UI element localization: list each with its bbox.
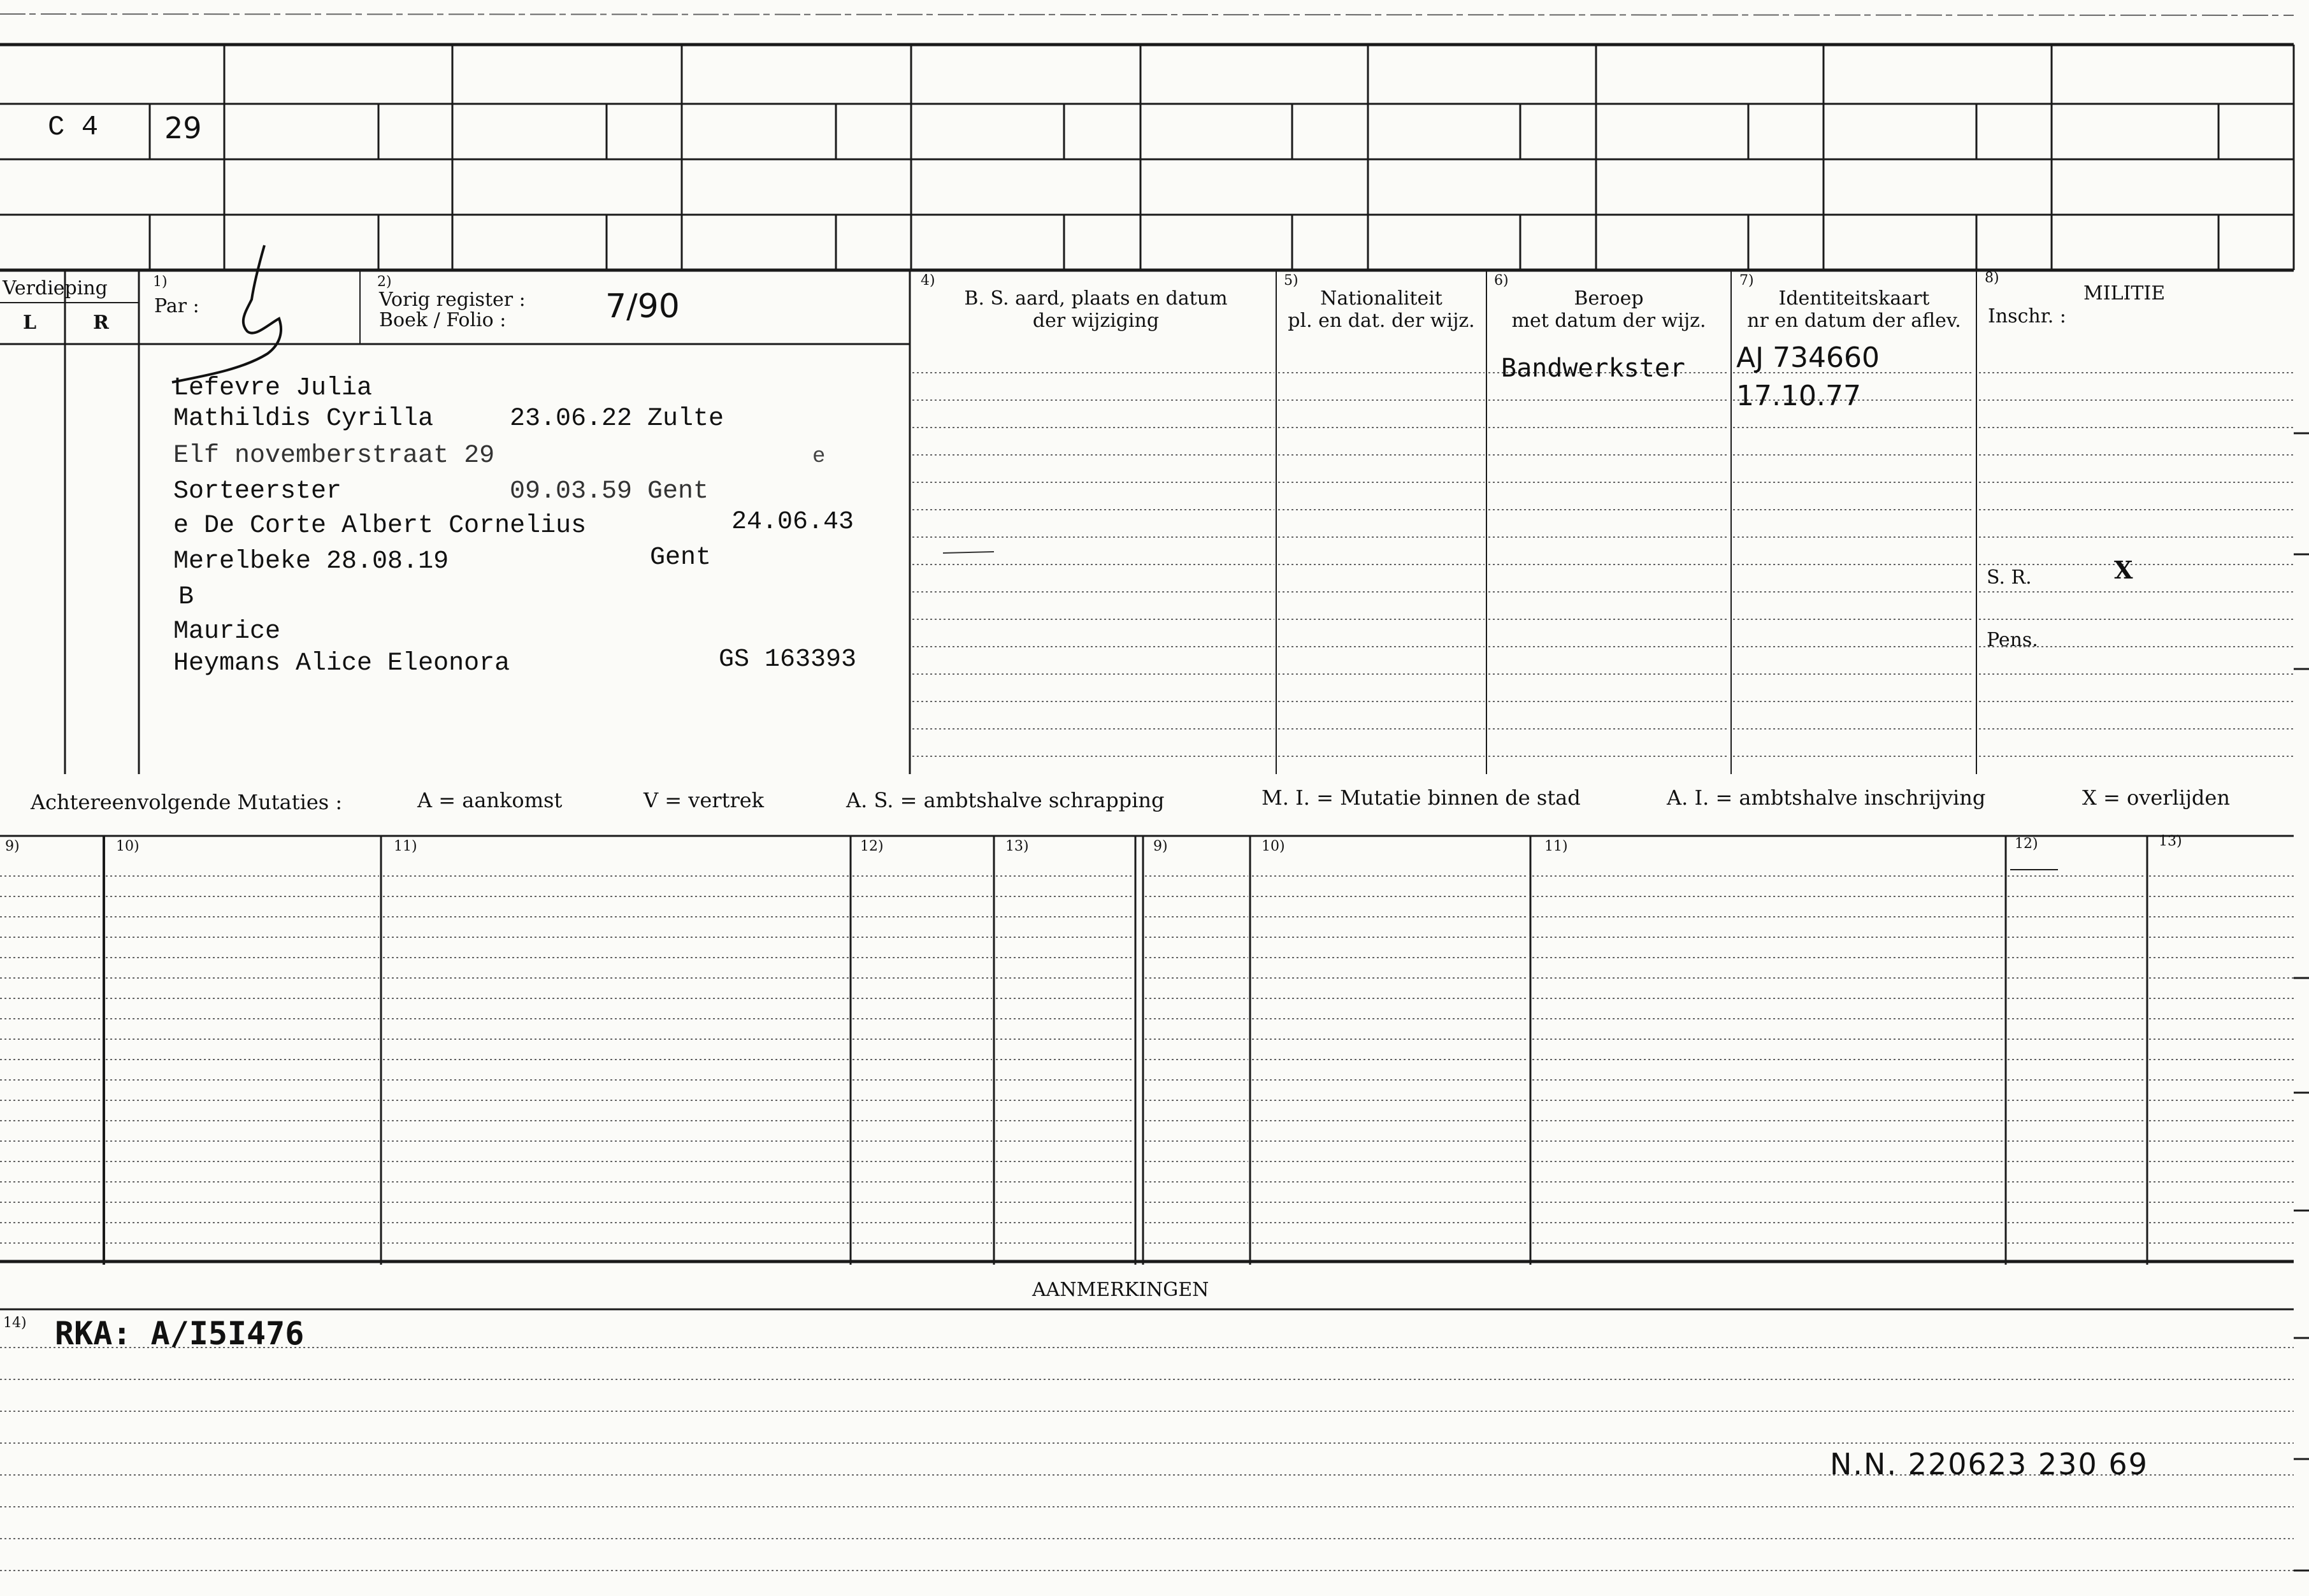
person-job-date: 09.03.59 Gent xyxy=(510,477,709,506)
militie-sr-value: X xyxy=(2114,556,2133,584)
legend-inschrijving: A. I. = ambtshalve inschrijving xyxy=(1667,786,1986,810)
id-number: 7) xyxy=(1739,273,1754,289)
legend-aankomst: A = aankomst xyxy=(417,788,563,812)
mut-col-13b: 13) xyxy=(2159,833,2182,849)
person-line-name: Lefevre Julia xyxy=(173,374,373,403)
vorig-number: 2) xyxy=(377,274,392,290)
militie-inschr: Inschr. : xyxy=(1988,305,2066,327)
mut-col-11: 11) xyxy=(394,838,417,854)
grid-number: 29 xyxy=(164,111,202,145)
aanmerkingen-title: AANMERKINGEN xyxy=(1032,1279,1209,1301)
militie-pens: Pens. xyxy=(1987,629,2038,651)
par-label: Par : xyxy=(154,295,199,317)
beroep-line1: Beroep xyxy=(1574,287,1644,310)
person-gs: GS 163393 xyxy=(719,645,857,674)
person-line-father: Maurice xyxy=(173,617,281,646)
person-marriage-date: 24.06.43 xyxy=(731,508,854,536)
legend-vertrek: V = vertrek xyxy=(644,788,765,812)
bs-number: 4) xyxy=(921,273,935,289)
militie-sr: S. R. xyxy=(1987,566,2032,589)
nat-number: 5) xyxy=(1284,273,1298,289)
bs-header xyxy=(917,288,1274,332)
id-card-date: 17.10.77 xyxy=(1736,380,1861,412)
vorig-line1: Vorig register : xyxy=(379,289,526,311)
nat-line1: Nationaliteit xyxy=(1320,287,1442,310)
id-line1: Identiteitskaart xyxy=(1778,287,1930,310)
verdieping-label: Verdieping xyxy=(3,277,108,299)
legend-schrapping: A. S. = ambtshalve schrapping xyxy=(846,788,1165,812)
beroep-number: 6) xyxy=(1494,273,1509,289)
par-number: 1) xyxy=(153,274,168,290)
nat-header xyxy=(1277,288,1485,332)
bs-line1: B. S. aard, plaats en datum xyxy=(964,287,1228,310)
aanmerkingen-number: 14) xyxy=(3,1315,27,1331)
person-line-mother: Heymans Alice Eleonora xyxy=(173,649,510,678)
nat-line2: pl. en dat. der wijz. xyxy=(1288,309,1475,332)
bs-line2: der wijziging xyxy=(1032,309,1160,332)
person-line-spouse-birth: Merelbeke 28.08.19 xyxy=(173,547,449,576)
mut-col-11b: 11) xyxy=(1544,838,1568,854)
mut-col-13: 13) xyxy=(1005,838,1029,854)
person-line-spouse: e De Corte Albert Cornelius xyxy=(173,512,587,540)
person-spouse-place: Gent xyxy=(650,543,712,572)
militie-title: MILITIE xyxy=(2083,282,2166,305)
vorig-line2: Boek / Folio : xyxy=(379,309,507,331)
person-line-b: B xyxy=(178,583,194,612)
beroep-line2: met datum der wijz. xyxy=(1511,309,1706,332)
mut-col-9: 9) xyxy=(5,838,20,854)
person-birth: 23.06.22 Zulte xyxy=(510,405,724,433)
person-line-address: Elf novemberstraat 29 xyxy=(173,442,495,470)
aanmerkingen-nn: N.N. 220623 230 69 xyxy=(1830,1447,2148,1481)
legend-overlijden: X = overlijden xyxy=(2082,786,2230,810)
person-line-given: Mathildis Cyrilla xyxy=(173,405,434,433)
person-address-note: e xyxy=(812,445,826,469)
verdieping-left: L xyxy=(23,312,37,334)
mut-col-12: 12) xyxy=(860,838,884,854)
id-line2: nr en datum der aflev. xyxy=(1747,309,1961,332)
mut-col-10: 10) xyxy=(116,838,140,854)
mut-col-9b: 9) xyxy=(1153,838,1168,854)
id-card-number: AJ 734660 xyxy=(1736,341,1880,374)
person-line-job: Sorteerster xyxy=(173,477,342,506)
mut-col-12b: 12) xyxy=(2015,836,2038,852)
mutaties-title: Achtereenvolgende Mutaties : xyxy=(31,790,343,814)
grid-code: C 4 xyxy=(48,111,99,143)
militie-number: 8) xyxy=(1985,270,1999,286)
vorig-value: 7/90 xyxy=(605,287,680,326)
id-header xyxy=(1733,288,1975,332)
verdieping-right: R xyxy=(93,312,109,334)
mut-col-10b: 10) xyxy=(1262,838,1285,854)
aanmerkingen-rka: RKA: A/I5I476 xyxy=(55,1315,305,1352)
occupation-value: Bandwerkster xyxy=(1501,354,1685,383)
beroep-header xyxy=(1488,288,1730,332)
legend-mutatie: M. I. = Mutatie binnen de stad xyxy=(1262,786,1581,810)
